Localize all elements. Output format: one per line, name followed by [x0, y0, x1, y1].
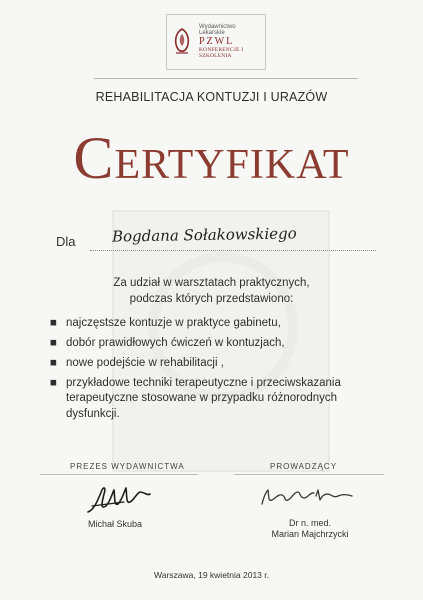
signature-rule-left [40, 474, 198, 475]
intro-line-1: Za udział w warsztatach praktycznych, [113, 277, 310, 289]
bullet-icon: ■ [50, 356, 57, 369]
bullet-icon: ■ [50, 336, 57, 349]
signature-icon [84, 482, 154, 523]
logo-tagline: KONFERENCJE I SZKOLENIA [199, 47, 244, 60]
intro-line-2: podczas których przedstawiono: [129, 292, 294, 305]
recipient-prefix: Dla [56, 234, 76, 249]
signature-name-left: Michał Skuba [87, 519, 143, 529]
certificate-title [0, 125, 423, 191]
signature-label-right: PROWADZĄCY [270, 462, 338, 471]
bullet-icon: ■ [50, 317, 57, 329]
logo-line-1: Wydawnictwo [199, 24, 236, 31]
logo-brand: PZWL [199, 35, 235, 47]
topics-list [46, 316, 376, 427]
topic-text: przykładowe techniki terapeutyczne i przeciwskazania terapeutyczne stosowane w przypadku różnorodnych dysfunkcji. [66, 376, 341, 421]
logo-text [197, 15, 265, 69]
pzwl-logo-icon [167, 15, 197, 69]
certificate-title-rest: ERTYFIKAT [114, 142, 350, 188]
signature-person-right: Marian Majchrzycki [271, 529, 349, 540]
signature-title-right: Dr n. med. [288, 518, 331, 528]
signature-rule-right [234, 474, 384, 475]
publisher-logo [166, 14, 266, 70]
list-item [46, 336, 376, 352]
intro-text [0, 276, 423, 307]
signature-icon [258, 486, 358, 515]
topic-text: dobór prawidłowych ćwiczeń w kontuzjach, [66, 336, 285, 349]
workshop-title: REHABILITACJA KONTUZJI I URAZÓW [95, 90, 328, 104]
top-divider [94, 78, 358, 79]
list-item [46, 376, 376, 424]
certificate-title-initial: C [73, 125, 115, 191]
recipient-name: Bogdana Sołakowskiego [111, 224, 297, 246]
signature-label-left: PREZES WYDAWNICTWA [70, 462, 185, 471]
list-item [46, 316, 376, 332]
topic-text: nowe podejście w rehabilitacji , [66, 356, 224, 369]
recipient-dotted-line [90, 250, 376, 251]
bullet-icon: ■ [50, 376, 57, 389]
signature-name-right [250, 518, 370, 541]
list-item [46, 356, 376, 372]
logo-line-2: Lekarskie [199, 30, 225, 37]
recipient-line [56, 224, 376, 256]
place-and-date: Warszawa, 19 kwietnia 2013 r. [154, 570, 269, 580]
topic-text: najczęstsze kontuzje w praktyce gabinetu, [66, 317, 281, 329]
